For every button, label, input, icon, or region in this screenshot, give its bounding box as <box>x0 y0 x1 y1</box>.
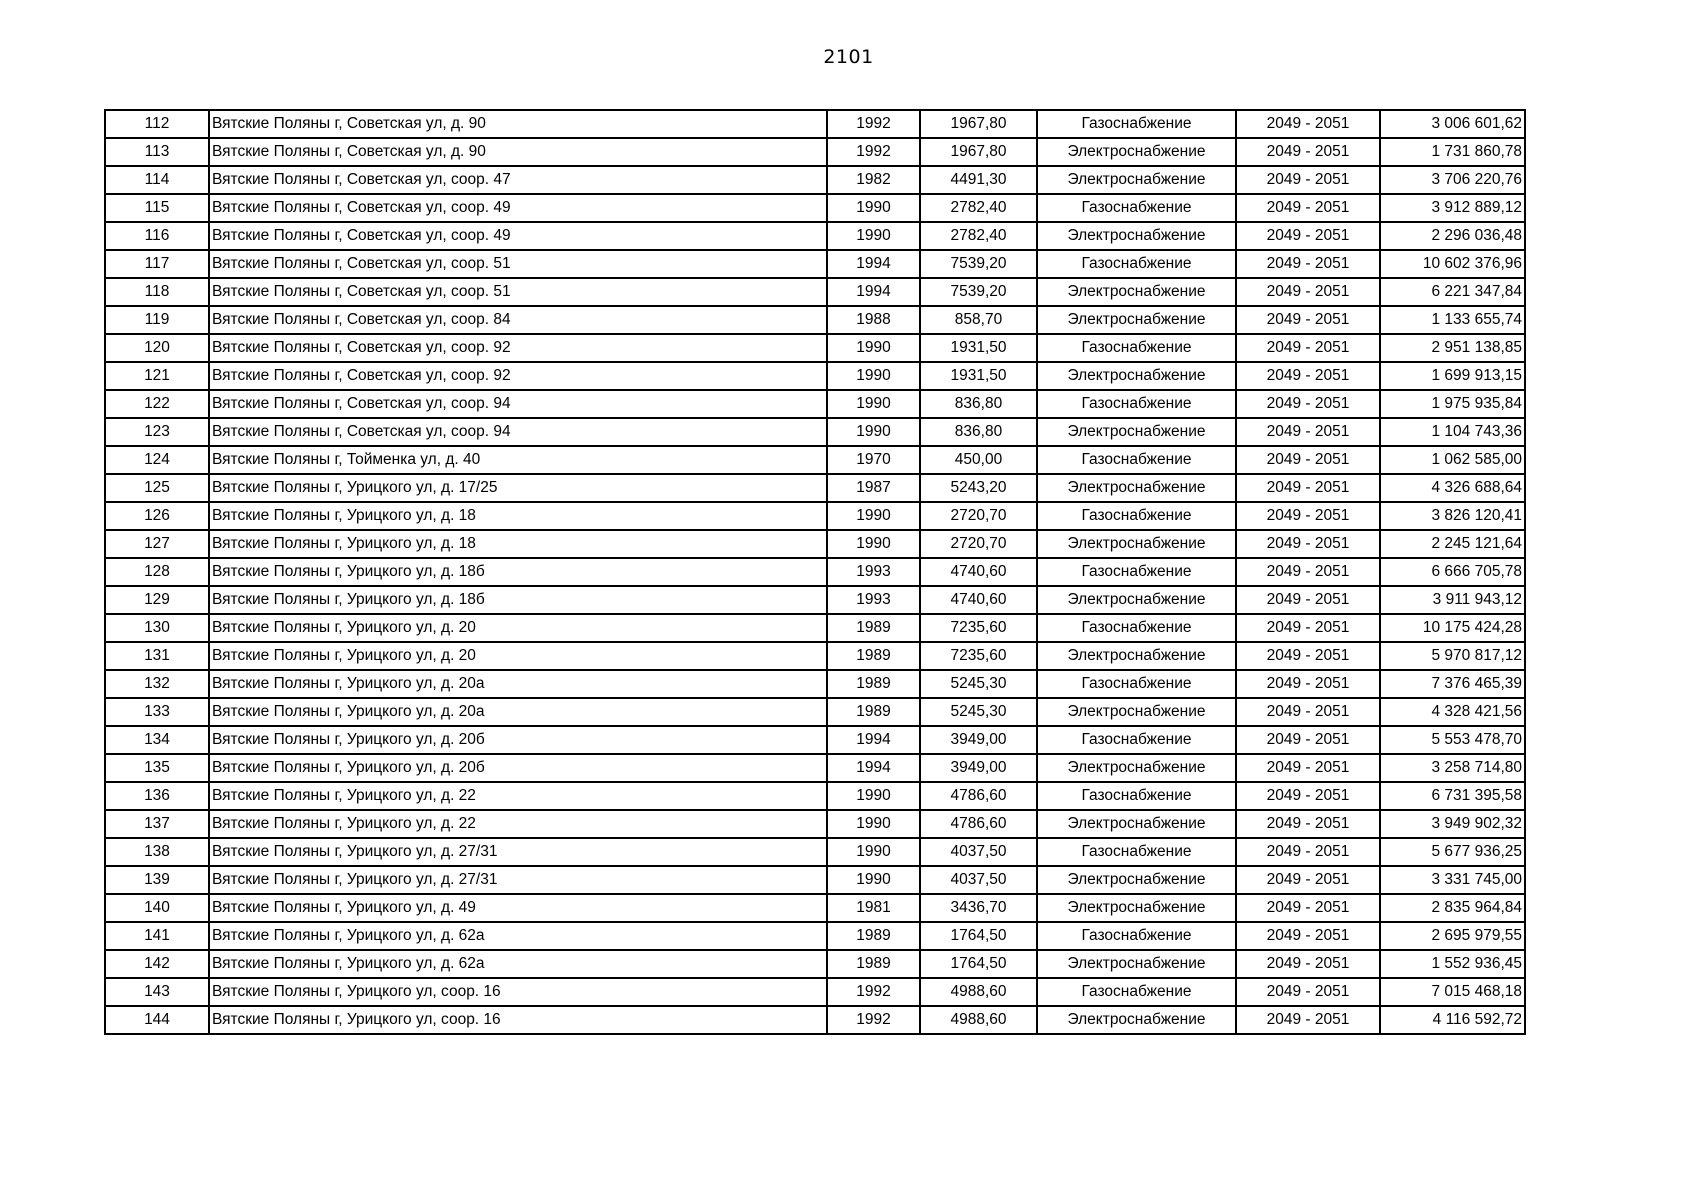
period-cell: 2049 - 2051 <box>1236 390 1380 418</box>
table-row <box>105 670 1525 698</box>
service-type-cell: Газоснабжение <box>1037 922 1236 950</box>
area-cell: 4740,60 <box>920 558 1037 586</box>
area-cell: 1967,80 <box>920 110 1037 138</box>
service-type-cell: Газоснабжение <box>1037 502 1236 530</box>
table-row <box>105 614 1525 642</box>
table-row <box>105 950 1525 978</box>
row-number-cell: 137 <box>105 810 209 838</box>
cost-cell: 6 221 347,84 <box>1380 278 1525 306</box>
cost-cell: 5 553 478,70 <box>1380 726 1525 754</box>
period-cell: 2049 - 2051 <box>1236 642 1380 670</box>
service-type-cell: Газоснабжение <box>1037 978 1236 1006</box>
service-type-cell: Электроснабжение <box>1037 306 1236 334</box>
cost-cell: 3 258 714,80 <box>1380 754 1525 782</box>
service-type-cell: Электроснабжение <box>1037 1006 1236 1034</box>
table-row <box>105 446 1525 474</box>
address-cell: Вятские Поляны г, Урицкого ул, д. 22 <box>209 782 827 810</box>
area-cell: 5245,30 <box>920 698 1037 726</box>
address-cell: Вятские Поляны г, Советская ул, соор. 92 <box>209 362 827 390</box>
address-cell: Вятские Поляны г, Урицкого ул, д. 18б <box>209 586 827 614</box>
service-type-cell: Электроснабжение <box>1037 642 1236 670</box>
year-cell: 1990 <box>827 810 920 838</box>
cost-cell: 3 826 120,41 <box>1380 502 1525 530</box>
year-cell: 1994 <box>827 754 920 782</box>
row-number-cell: 129 <box>105 586 209 614</box>
area-cell: 7539,20 <box>920 250 1037 278</box>
address-cell: Вятские Поляны г, Урицкого ул, д. 62а <box>209 950 827 978</box>
period-cell: 2049 - 2051 <box>1236 978 1380 1006</box>
row-number-cell: 128 <box>105 558 209 586</box>
year-cell: 1989 <box>827 950 920 978</box>
table-row <box>105 838 1525 866</box>
row-number-cell: 115 <box>105 194 209 222</box>
cost-cell: 1 062 585,00 <box>1380 446 1525 474</box>
period-cell: 2049 - 2051 <box>1236 782 1380 810</box>
period-cell: 2049 - 2051 <box>1236 334 1380 362</box>
table-row <box>105 558 1525 586</box>
cost-cell: 7 376 465,39 <box>1380 670 1525 698</box>
address-cell: Вятские Поляны г, Урицкого ул, д. 22 <box>209 810 827 838</box>
table-row <box>105 278 1525 306</box>
year-cell: 1989 <box>827 614 920 642</box>
address-cell: Вятские Поляны г, Урицкого ул, д. 17/25 <box>209 474 827 502</box>
row-number-cell: 133 <box>105 698 209 726</box>
area-cell: 4037,50 <box>920 838 1037 866</box>
area-cell: 4491,30 <box>920 166 1037 194</box>
year-cell: 1992 <box>827 978 920 1006</box>
cost-cell: 4 326 688,64 <box>1380 474 1525 502</box>
area-cell: 1931,50 <box>920 362 1037 390</box>
service-type-cell: Электроснабжение <box>1037 950 1236 978</box>
area-cell: 858,70 <box>920 306 1037 334</box>
period-cell: 2049 - 2051 <box>1236 866 1380 894</box>
row-number-cell: 132 <box>105 670 209 698</box>
year-cell: 1990 <box>827 502 920 530</box>
service-type-cell: Электроснабжение <box>1037 698 1236 726</box>
address-cell: Вятские Поляны г, Советская ул, соор. 51 <box>209 250 827 278</box>
table-row <box>105 474 1525 502</box>
address-cell: Вятские Поляны г, Урицкого ул, д. 27/31 <box>209 866 827 894</box>
service-type-cell: Газоснабжение <box>1037 726 1236 754</box>
period-cell: 2049 - 2051 <box>1236 502 1380 530</box>
area-cell: 2720,70 <box>920 502 1037 530</box>
area-cell: 4988,60 <box>920 978 1037 1006</box>
service-type-cell: Газоснабжение <box>1037 194 1236 222</box>
address-cell: Вятские Поляны г, Урицкого ул, д. 20 <box>209 642 827 670</box>
cost-cell: 4 328 421,56 <box>1380 698 1525 726</box>
table-row <box>105 810 1525 838</box>
row-number-cell: 121 <box>105 362 209 390</box>
cost-cell: 5 677 936,25 <box>1380 838 1525 866</box>
year-cell: 1990 <box>827 194 920 222</box>
table-row <box>105 782 1525 810</box>
year-cell: 1994 <box>827 278 920 306</box>
area-cell: 4740,60 <box>920 586 1037 614</box>
year-cell: 1990 <box>827 418 920 446</box>
address-cell: Вятские Поляны г, Урицкого ул, д. 62а <box>209 922 827 950</box>
service-type-cell: Газоснабжение <box>1037 250 1236 278</box>
area-cell: 3436,70 <box>920 894 1037 922</box>
service-type-cell: Газоснабжение <box>1037 838 1236 866</box>
address-cell: Вятские Поляны г, Советская ул, соор. 94 <box>209 390 827 418</box>
table-row <box>105 502 1525 530</box>
year-cell: 1992 <box>827 138 920 166</box>
year-cell: 1989 <box>827 922 920 950</box>
year-cell: 1990 <box>827 838 920 866</box>
period-cell: 2049 - 2051 <box>1236 306 1380 334</box>
row-number-cell: 141 <box>105 922 209 950</box>
table-row <box>105 922 1525 950</box>
period-cell: 2049 - 2051 <box>1236 530 1380 558</box>
period-cell: 2049 - 2051 <box>1236 138 1380 166</box>
service-type-cell: Газоснабжение <box>1037 334 1236 362</box>
service-type-cell: Газоснабжение <box>1037 558 1236 586</box>
table-row <box>105 1006 1525 1034</box>
cost-cell: 3 949 902,32 <box>1380 810 1525 838</box>
cost-cell: 1 699 913,15 <box>1380 362 1525 390</box>
period-cell: 2049 - 2051 <box>1236 810 1380 838</box>
year-cell: 1990 <box>827 782 920 810</box>
page-number: 2101 <box>823 46 874 68</box>
service-type-cell: Электроснабжение <box>1037 894 1236 922</box>
area-cell: 1931,50 <box>920 334 1037 362</box>
row-number-cell: 124 <box>105 446 209 474</box>
cost-cell: 1 975 935,84 <box>1380 390 1525 418</box>
cost-cell: 3 331 745,00 <box>1380 866 1525 894</box>
service-type-cell: Электроснабжение <box>1037 866 1236 894</box>
row-number-cell: 134 <box>105 726 209 754</box>
period-cell: 2049 - 2051 <box>1236 166 1380 194</box>
address-cell: Вятские Поляны г, Урицкого ул, д. 49 <box>209 894 827 922</box>
cost-cell: 3 706 220,76 <box>1380 166 1525 194</box>
table-row <box>105 222 1525 250</box>
address-cell: Вятские Поляны г, Урицкого ул, д. 20б <box>209 726 827 754</box>
row-number-cell: 119 <box>105 306 209 334</box>
period-cell: 2049 - 2051 <box>1236 110 1380 138</box>
service-type-cell: Газоснабжение <box>1037 782 1236 810</box>
cost-cell: 2 296 036,48 <box>1380 222 1525 250</box>
period-cell: 2049 - 2051 <box>1236 726 1380 754</box>
year-cell: 1988 <box>827 306 920 334</box>
cost-cell: 6 666 705,78 <box>1380 558 1525 586</box>
table-row <box>105 166 1525 194</box>
period-cell: 2049 - 2051 <box>1236 474 1380 502</box>
cost-cell: 3 006 601,62 <box>1380 110 1525 138</box>
year-cell: 1989 <box>827 670 920 698</box>
service-type-cell: Электроснабжение <box>1037 586 1236 614</box>
period-cell: 2049 - 2051 <box>1236 362 1380 390</box>
service-type-cell: Электроснабжение <box>1037 362 1236 390</box>
address-cell: Вятские Поляны г, Урицкого ул, д. 27/31 <box>209 838 827 866</box>
year-cell: 1987 <box>827 474 920 502</box>
service-type-cell: Электроснабжение <box>1037 278 1236 306</box>
year-cell: 1989 <box>827 642 920 670</box>
area-cell: 4786,60 <box>920 782 1037 810</box>
area-cell: 2782,40 <box>920 194 1037 222</box>
area-cell: 5243,20 <box>920 474 1037 502</box>
period-cell: 2049 - 2051 <box>1236 922 1380 950</box>
area-cell: 836,80 <box>920 418 1037 446</box>
service-type-cell: Электроснабжение <box>1037 222 1236 250</box>
table-row <box>105 698 1525 726</box>
table-row <box>105 978 1525 1006</box>
period-cell: 2049 - 2051 <box>1236 446 1380 474</box>
period-cell: 2049 - 2051 <box>1236 838 1380 866</box>
address-cell: Вятские Поляны г, Советская ул, соор. 49 <box>209 222 827 250</box>
address-cell: Вятские Поляны г, Советская ул, соор. 49 <box>209 194 827 222</box>
table-row <box>105 390 1525 418</box>
service-type-cell: Газоснабжение <box>1037 670 1236 698</box>
year-cell: 1990 <box>827 362 920 390</box>
cost-cell: 2 695 979,55 <box>1380 922 1525 950</box>
row-number-cell: 143 <box>105 978 209 1006</box>
row-number-cell: 139 <box>105 866 209 894</box>
table-body <box>105 110 1525 1034</box>
cost-cell: 2 245 121,64 <box>1380 530 1525 558</box>
cost-cell: 1 552 936,45 <box>1380 950 1525 978</box>
period-cell: 2049 - 2051 <box>1236 670 1380 698</box>
period-cell: 2049 - 2051 <box>1236 698 1380 726</box>
period-cell: 2049 - 2051 <box>1236 194 1380 222</box>
period-cell: 2049 - 2051 <box>1236 1006 1380 1034</box>
year-cell: 1989 <box>827 698 920 726</box>
address-cell: Вятские Поляны г, Урицкого ул, д. 20а <box>209 670 827 698</box>
year-cell: 1993 <box>827 586 920 614</box>
year-cell: 1990 <box>827 530 920 558</box>
cost-cell: 2 835 964,84 <box>1380 894 1525 922</box>
service-type-cell: Газоснабжение <box>1037 614 1236 642</box>
row-number-cell: 140 <box>105 894 209 922</box>
row-number-cell: 113 <box>105 138 209 166</box>
row-number-cell: 122 <box>105 390 209 418</box>
address-cell: Вятские Поляны г, Тойменка ул, д. 40 <box>209 446 827 474</box>
area-cell: 1967,80 <box>920 138 1037 166</box>
row-number-cell: 138 <box>105 838 209 866</box>
year-cell: 1990 <box>827 334 920 362</box>
service-type-cell: Электроснабжение <box>1037 418 1236 446</box>
period-cell: 2049 - 2051 <box>1236 418 1380 446</box>
table-row <box>105 250 1525 278</box>
table-row <box>105 418 1525 446</box>
row-number-cell: 135 <box>105 754 209 782</box>
cost-cell: 1 104 743,36 <box>1380 418 1525 446</box>
area-cell: 7235,60 <box>920 614 1037 642</box>
year-cell: 1970 <box>827 446 920 474</box>
period-cell: 2049 - 2051 <box>1236 754 1380 782</box>
service-type-cell: Электроснабжение <box>1037 166 1236 194</box>
period-cell: 2049 - 2051 <box>1236 894 1380 922</box>
year-cell: 1994 <box>827 250 920 278</box>
row-number-cell: 126 <box>105 502 209 530</box>
table-row <box>105 642 1525 670</box>
cost-cell: 10 175 424,28 <box>1380 614 1525 642</box>
address-cell: Вятские Поляны г, Урицкого ул, д. 20а <box>209 698 827 726</box>
period-cell: 2049 - 2051 <box>1236 278 1380 306</box>
year-cell: 1990 <box>827 390 920 418</box>
row-number-cell: 131 <box>105 642 209 670</box>
row-number-cell: 123 <box>105 418 209 446</box>
cost-cell: 1 133 655,74 <box>1380 306 1525 334</box>
year-cell: 1990 <box>827 222 920 250</box>
year-cell: 1994 <box>827 726 920 754</box>
table-row <box>105 306 1525 334</box>
year-cell: 1993 <box>827 558 920 586</box>
address-cell: Вятские Поляны г, Советская ул, соор. 92 <box>209 334 827 362</box>
cost-cell: 3 912 889,12 <box>1380 194 1525 222</box>
area-cell: 7539,20 <box>920 278 1037 306</box>
cost-cell: 3 911 943,12 <box>1380 586 1525 614</box>
period-cell: 2049 - 2051 <box>1236 614 1380 642</box>
area-cell: 1764,50 <box>920 922 1037 950</box>
address-cell: Вятские Поляны г, Советская ул, д. 90 <box>209 110 827 138</box>
year-cell: 1981 <box>827 894 920 922</box>
table-row <box>105 362 1525 390</box>
service-type-cell: Газоснабжение <box>1037 110 1236 138</box>
period-cell: 2049 - 2051 <box>1236 222 1380 250</box>
address-cell: Вятские Поляны г, Советская ул, соор. 84 <box>209 306 827 334</box>
service-type-cell: Электроснабжение <box>1037 810 1236 838</box>
address-cell: Вятские Поляны г, Советская ул, соор. 94 <box>209 418 827 446</box>
address-cell: Вятские Поляны г, Урицкого ул, д. 18б <box>209 558 827 586</box>
row-number-cell: 144 <box>105 1006 209 1034</box>
row-number-cell: 116 <box>105 222 209 250</box>
area-cell: 7235,60 <box>920 642 1037 670</box>
service-type-cell: Электроснабжение <box>1037 138 1236 166</box>
table-row <box>105 138 1525 166</box>
year-cell: 1992 <box>827 110 920 138</box>
service-type-cell: Электроснабжение <box>1037 530 1236 558</box>
cost-cell: 10 602 376,96 <box>1380 250 1525 278</box>
table-row <box>105 194 1525 222</box>
service-type-cell: Электроснабжение <box>1037 474 1236 502</box>
period-cell: 2049 - 2051 <box>1236 558 1380 586</box>
row-number-cell: 118 <box>105 278 209 306</box>
row-number-cell: 125 <box>105 474 209 502</box>
service-type-cell: Газоснабжение <box>1037 390 1236 418</box>
period-cell: 2049 - 2051 <box>1236 250 1380 278</box>
row-number-cell: 114 <box>105 166 209 194</box>
cost-cell: 2 951 138,85 <box>1380 334 1525 362</box>
address-cell: Вятские Поляны г, Урицкого ул, д. 18 <box>209 502 827 530</box>
table-row <box>105 586 1525 614</box>
table-row <box>105 866 1525 894</box>
registry-table <box>104 109 1526 1035</box>
area-cell: 1764,50 <box>920 950 1037 978</box>
service-type-cell: Газоснабжение <box>1037 446 1236 474</box>
table-row <box>105 726 1525 754</box>
area-cell: 4786,60 <box>920 810 1037 838</box>
row-number-cell: 112 <box>105 110 209 138</box>
table-row <box>105 110 1525 138</box>
area-cell: 5245,30 <box>920 670 1037 698</box>
row-number-cell: 120 <box>105 334 209 362</box>
address-cell: Вятские Поляны г, Советская ул, соор. 51 <box>209 278 827 306</box>
cost-cell: 1 731 860,78 <box>1380 138 1525 166</box>
row-number-cell: 136 <box>105 782 209 810</box>
area-cell: 4037,50 <box>920 866 1037 894</box>
table-row <box>105 530 1525 558</box>
period-cell: 2049 - 2051 <box>1236 950 1380 978</box>
row-number-cell: 117 <box>105 250 209 278</box>
area-cell: 450,00 <box>920 446 1037 474</box>
cost-cell: 6 731 395,58 <box>1380 782 1525 810</box>
cost-cell: 7 015 468,18 <box>1380 978 1525 1006</box>
area-cell: 2720,70 <box>920 530 1037 558</box>
address-cell: Вятские Поляны г, Урицкого ул, д. 20 <box>209 614 827 642</box>
table-row <box>105 334 1525 362</box>
year-cell: 1990 <box>827 866 920 894</box>
table-row <box>105 754 1525 782</box>
row-number-cell: 127 <box>105 530 209 558</box>
cost-cell: 5 970 817,12 <box>1380 642 1525 670</box>
year-cell: 1992 <box>827 1006 920 1034</box>
cost-cell: 4 116 592,72 <box>1380 1006 1525 1034</box>
table-row <box>105 894 1525 922</box>
address-cell: Вятские Поляны г, Урицкого ул, д. 20б <box>209 754 827 782</box>
address-cell: Вятские Поляны г, Урицкого ул, соор. 16 <box>209 1006 827 1034</box>
address-cell: Вятские Поляны г, Урицкого ул, д. 18 <box>209 530 827 558</box>
area-cell: 3949,00 <box>920 726 1037 754</box>
row-number-cell: 130 <box>105 614 209 642</box>
address-cell: Вятские Поляны г, Советская ул, соор. 47 <box>209 166 827 194</box>
row-number-cell: 142 <box>105 950 209 978</box>
area-cell: 836,80 <box>920 390 1037 418</box>
area-cell: 3949,00 <box>920 754 1037 782</box>
area-cell: 4988,60 <box>920 1006 1037 1034</box>
address-cell: Вятские Поляны г, Советская ул, д. 90 <box>209 138 827 166</box>
area-cell: 2782,40 <box>920 222 1037 250</box>
year-cell: 1982 <box>827 166 920 194</box>
address-cell: Вятские Поляны г, Урицкого ул, соор. 16 <box>209 978 827 1006</box>
service-type-cell: Электроснабжение <box>1037 754 1236 782</box>
period-cell: 2049 - 2051 <box>1236 586 1380 614</box>
